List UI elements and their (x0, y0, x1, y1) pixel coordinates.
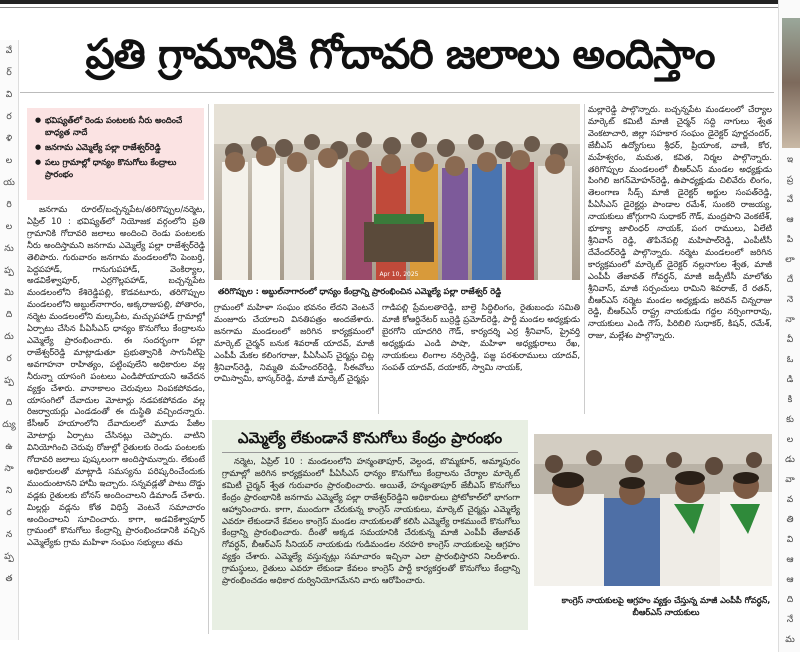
adjacent-text-fragment: వే (5, 46, 13, 56)
adjacent-text-fragment: ఆ (786, 555, 794, 565)
left-adjacent-column (0, 40, 19, 640)
sub-article-photo (534, 434, 772, 586)
article-column-3 (382, 302, 580, 416)
adjacent-text-fragment: ద్యు (2, 420, 16, 430)
adjacent-text-fragment: దు (4, 332, 14, 342)
adjacent-text-fragment: ది (786, 595, 794, 605)
adjacent-text-fragment: ర్ (6, 68, 12, 78)
protest-photo-illustration (534, 434, 772, 586)
adjacent-text-fragment: ఆ (786, 215, 794, 225)
article-text: మల్లారెడ్డి పాల్గొన్నారు. బచ్చన్నపేట మండలంలో చేర్యాల మార్కెట్ కమిటీ మాజీ చైర్మన్ సద్ది నాగులు శ్వేత వెంకటాచారి, జిల్లా సహకార సంఘం డైరెక్టర్ పూర్ణచందర్, జేబీఎస్ ఉద్యోగులు శ్రీధర్, ప్రియాంక, వాణి, కోర, మహేశ్వరం, మమత, కవిత, నిర్మల పాల్గొన్నారు. తరిగొప్పుల మండలంలో బీఆర్‌ఎస్ మండల అధ్యక్షుడు పింగిలి జగన్‌మోహన్‌రెడ్డి, ఉపాధ్యక్షుడు చిలివేరు లింగం, తెలంగాణ సీడ్స్ మాజీ డైరెక్టర్ అర్జుల సంపత్‌రెడ్డి, పీఏసీఎస్ డైరెక్టర్లు పాండాల రమేశ్, సుంకరి రాజయ్య, నాయకులు జోగ్గుగాని సుధాకర్ గౌడ్, మంద్రపాని వెంకటేశ్, భూక్యా జాలింధర్ నాయక్, పంగ రాములు, ఏలేటి శ్రీనివాస్ రెడ్డి, తొపినేపల్లి మహిపాల్‌రెడ్డి, ఎంపీటీసీ దేవేందర్‌రెడ్డి పాల్గొన్నారు. నర్మెట మండలంలో జరిగిన కార్యక్రమంలో మార్కెట్ డైరెక్టర్ నల్లనాగుల శ్వేత, మాజీ ఎంపీపీ తేజావత్ గోవర్ధన్, మాజీ జడ్పీటీసీ మాలోతు శ్రీనివాస్, మాజీ సర్పంచులు రామిని శివరాజ్, రే రతన్, బీఆర్‌ఎస్ నర్మెట మండల అధ్యక్షుడు జరివన్ చిన్నరాజు రెడ్డి, బీఆర్‌ఎస్ రాష్ట్ర నాయకుడు గద్దల నర్సింగారావు, నాయకులు ఎండి గౌస్, పిరిబిలి సుధాకర్, కిషన్, రమేశ్, రాజు, మల్లేశం పాల్గొన్నారు. (588, 104, 772, 341)
adjacent-text-fragment: ల (5, 222, 13, 232)
adjacent-text-fragment: డు (785, 455, 795, 465)
sub-article-text-block (222, 456, 520, 628)
column-divider (208, 104, 209, 634)
adjacent-text-fragment: తి (786, 515, 794, 525)
adjacent-text-fragment: మి (4, 288, 14, 298)
adjacent-text-fragment: పి (786, 235, 794, 245)
adjacent-text-fragment: ర (6, 354, 12, 364)
column-divider (378, 300, 379, 414)
highlight-item: ● పలు గ్రామాల్లో ధాన్యం కొనుగోలు కేంద్రాలు ప్రారంభం (35, 156, 198, 180)
adjacent-text-fragment: ను (4, 244, 14, 254)
adjacent-text-fragment: ర (6, 508, 12, 518)
highlights-box (27, 108, 204, 200)
adjacent-text-fragment: ప్ప (4, 552, 14, 562)
adjacent-text-fragment: వి (5, 90, 13, 100)
highlight-item: ● జనగామ ఎమ్మెల్యే పల్లా రాజేశ్వర్‌రెడ్డి (35, 141, 198, 153)
column-divider (584, 104, 585, 414)
adjacent-text-fragment: వ (786, 495, 794, 505)
adjacent-text-fragment: ల (5, 156, 13, 166)
adjacent-text-fragment: ఇ (786, 155, 794, 165)
main-photo (214, 104, 580, 280)
adjacent-text-fragment: కి (787, 395, 793, 405)
adjacent-text-fragment: లా (785, 255, 795, 265)
adjacent-text-fragment: ప్ర (786, 175, 794, 185)
highlight-item: ● భవిష్యత్‌లో రెండు పంటలకు నీరు అందించే బాధ్యత నాదే (35, 114, 198, 138)
adjacent-text-fragment: నే (786, 615, 794, 625)
top-border-thin (0, 7, 800, 8)
adjacent-text-fragment: య (3, 178, 15, 188)
adjacent-text-fragment: రి (6, 200, 12, 210)
adjacent-text-fragment: ఉ (5, 442, 13, 452)
adjacent-text-fragment: మ (785, 635, 795, 645)
adjacent-text-fragment: డి (786, 375, 794, 385)
article-text: గ్రామంలో మహిళా సంఘం భవనం లేదని వెంటనే మంజూరు చేయాలని వినతిపత్రం అందజేశారు. జనగామ మండలంలో జరిగిన కార్యక్రమంలో మార్కెట్ చైర్మన్ బనుక శివరాజ్ యాదవ్, మాజీ ఎంపీపీ మేకల కలింగరాజు, పీఏసీఎస్ చైర్మన్లు చిట్ల శ్రీనివాస్‌రెడ్డి, నిమ్మతి మహేందర్‌రెడ్డి, సీఈవోలు రామిస్వామి, భాస్కర్‌రెడ్డి, మాజీ మార్కెట్ చైర్మన్లు (214, 302, 374, 384)
adjacent-text-fragment: దే (786, 275, 794, 285)
adjacent-text-fragment: నా (785, 315, 795, 325)
adjacent-text-fragment: ఆ (786, 575, 794, 585)
sub-article-text: నర్మెట, ఏప్రిల్ 10 : మండలంలోని హన్మంతాపూర్, వెల్దండ, బొమ్మకూర్, అమ్మాపురం గ్రామాల్లో జరిగిన కార్యక్రమంలో పీఏసీఎస్ ధాన్యం కొనుగోలు కేంద్రాలను చేర్యాల మార్కెట్ కమిటీ చైర్మన్ శ్వేత గురువారం ప్రారంభించారు. అయితే, హన్మంతాపూర్ జేబీఎస్ కొనుగోలు కేంద్రం ప్రారంభానికి జనగామ ఎమ్మెల్యే పల్లా రాజేశ్వర్‌రెడ్డిని అధికారులు ప్రోటోకాల్‌లో భాగంగా ఆహ్వానించారు. కాగా, ముందుగా చేరుకున్న కాంగ్రెస్ నాయకులు, మార్కెట్ చైర్మన్లు ఎమ్మెల్యే ఎవరూ లేకుండానే కేవలం కాంగ్రెస్ మండల నాయకులతో కలిసి ఎమ్మెల్యే రాకముందే కొనుగోలు కేంద్రాన్ని ప్రారంభించారు. దీంతో అక్కడ సమయానికి చేరుకున్న మాజీ ఎంపీపీ తేజావత్ గోవర్ధన్, బీఆర్‌ఎస్ సీనియర్ నాయకుడు గుడిమండల నరహరి కాంగ్రెస్ నాయకులపై ఆగ్రహం వ్యక్తం చేశారు. ఎమ్మెల్యే వస్తున్నట్లు సమాచారం ఇచ్చినా ఎలా ప్రారంభిస్తారని నిలదీశారు. గ్రామస్థులు, రైతులు ఎవరూ లేకుండా కేవలం కాంగ్రెస్ పార్టీ కార్యకర్తలతో కొనుగోలు కేంద్రాన్ని ప్రారంభించడం అధికార దుర్వినియోగమేనని వారు ఆరోపించారు. (222, 456, 520, 586)
photo-caption: తరిగొప్పుల : అబ్దుల్‌నాగారంలో ధాన్యం కేంద్రాన్ని ప్రారంభించిన ఎమ్మెల్యే పల్లా రాజేశ్వర్ రెడ్డి (218, 286, 502, 296)
adjacent-text-fragment: ఓ (786, 355, 794, 365)
sub-photo-caption: కాంగ్రెస్ నాయకులపై ఆగ్రహం వ్యక్తం చేస్తున్న మాజీ ఎంపీపీ గోవర్ధన్, బీఆర్‌ఎస్ నాయకులు (561, 595, 771, 617)
adjacent-text-fragment: ది (5, 310, 13, 320)
headline-divider (20, 92, 774, 93)
headline: ప్రతి గ్రామానికి గోదావరి జలాలు అందిస్తాం (85, 30, 715, 78)
article-column-4 (588, 104, 772, 416)
sub-article-headline: ఎమ్మెల్యే లేకుండానే కొనుగోలు కేంద్రం ప్రారంభం (237, 429, 503, 447)
right-adjacent-photo (782, 18, 800, 148)
adjacent-text-fragment: ళి (5, 134, 13, 144)
adjacent-text-fragment: వే (786, 195, 794, 205)
adjacent-text-fragment: కు (786, 415, 794, 425)
adjacent-text-fragment: సా (4, 464, 14, 474)
photo-date-stamp: Apr 10, 2025 (379, 271, 419, 278)
adjacent-text-fragment: నె (786, 295, 794, 305)
article-column-1 (27, 204, 205, 640)
adjacent-text-fragment: త (5, 574, 13, 584)
adjacent-text-fragment: ది (5, 398, 13, 408)
adjacent-text-fragment: ప్ప (4, 376, 14, 386)
adjacent-text-fragment: వా (785, 475, 795, 485)
adjacent-text-fragment: ల (786, 435, 794, 445)
article-text: జనగామ రూరల్‌/బచ్చన్నపేట/తరిగొప్పుల/నర్మెట, ఏప్రిల్ 10 : భవిష్యత్‌లో నియోజక వర్గంలోని ప్రతి గ్రామానికి గోదావరి జలాలు అందించి రెండు పంటలకు నీరు అందిస్తామని జనగామ ఎమ్మెల్యే పల్లా రాజేశ్వర్‌రెడ్డి తెలిపారు. గురువారం జనగామ మండలంలోని పెంబర్తి, పెద్దపహాడ్, గానుగుపహాడ్, వెంకిర్యాల, అడవికేశ్వాపూర్, ఎర్రగొల్లపహాడ్, బచ్చన్నపేట మండలంలోని కేశిరెడ్డిపల్లి, కొడవటూరు, తరిగొప్పుల మండలంలోని అబ్దుల్‌నాగారం, అక్కరాజుపల్లి, పోతారం, నర్మెట మండలంలోని మల్కపేట, మచ్చుపహాడ్ గ్రామాల్లో ఏర్పాటు చేసిన పీఏసీఎస్ ధాన్యం కొనుగోలు కేంద్రాలను ఎమ్మెల్యే ప్రారంభించారు. ఈ సందర్భంగా పల్లా రాజేశ్వర్‌రెడ్డి మాట్లాడుతూ ప్రభుత్వానికి సాగునీటిపై అవగాహనా రాహిత్యం, పట్టింపులేని అధికారుల వల్ల నీరున్నా యాసంగి పంటలు ఎండిపోయాయని ఆవేదన వ్యక్తం చేశారు. వానాకాలం చెరువులు నింపకపోవడం, యాసంగిలో దేవాదుల మోటార్లు నడపకపోవడం వల్ల రిజర్వాయర్లు ఎండడంతో ఈ దుస్థితి వచ్చిందన్నారు. కేసీఆర్ హయాంలోని దేవాదులలో మూడు పేజీల మోటార్లు ఏర్పాటు చేసినట్లు చెప్పారు. వాటిని వినియోగించి చెరువు రోజుల్లో రైతులకు రెండు పంటలకు గోదావరి జలాలు పుష్కలంగా అందిస్తామన్నారు. లేకుంటే అధికారులతో మాట్లాడి సమస్యను పరిష్కరించేందుకు ముందుంటానని హామీ ఇచ్చారు. సన్నవడ్లతో పాటు దొడ్డు వడ్లకు రైతులకు బోనస్ అందించాలని డిమాండ్ చేశారు. మిల్లర్లు వడ్లను కోత విధిస్తే వెంటనే సమాచారం అందించాలని సూచించారు. కాగా, అడవికేశ్వాపూర్ గ్రామంలో కొనుగోలు కేంద్రాన్ని ప్రారంభించడానికి వచ్చిన ఎమ్మెల్యేకు గ్రామ మహిళా సంఘం సభ్యులు తమ (27, 204, 205, 548)
article-column-2 (214, 302, 374, 416)
top-border (0, 0, 800, 4)
adjacent-text-fragment: ప్ప (4, 266, 14, 276)
adjacent-text-fragment: ర (6, 112, 12, 122)
article-text: గాడిపల్లి ప్రేమలతారెడ్డి, బాల్దె సిద్ధిలింగం, రైతుబంధు సమితి మాజీ కోఆర్డినేటర్ బుర్రెడ్డి ప్రమోద్‌రెడ్డి, పార్టీ మండల అధ్యక్షుడు బైరగోని యాదగిరి గౌడ్, కార్యదర్శి ఎర్ర శ్రీనివాస్, ప్రైవర్తి అధ్యక్షుడు ఎండి పాషా, మహిళా అధ్యక్షురాలు రేఖ, నాయకులు లింగాల నర్సిరెడ్డి, పజ్జ పరశురాములు యాదవ్, సంపత్ యాదవ్, దయాకర్, స్వామి నాయక్, (382, 302, 580, 372)
adjacent-text-fragment: వీ (786, 335, 794, 345)
adjacent-text-fragment: ని (5, 486, 13, 496)
adjacent-text-fragment: న (5, 530, 13, 540)
sub-article-divider (222, 452, 518, 453)
crowd-photo-illustration (214, 104, 580, 280)
adjacent-text-fragment: వి (786, 535, 794, 545)
